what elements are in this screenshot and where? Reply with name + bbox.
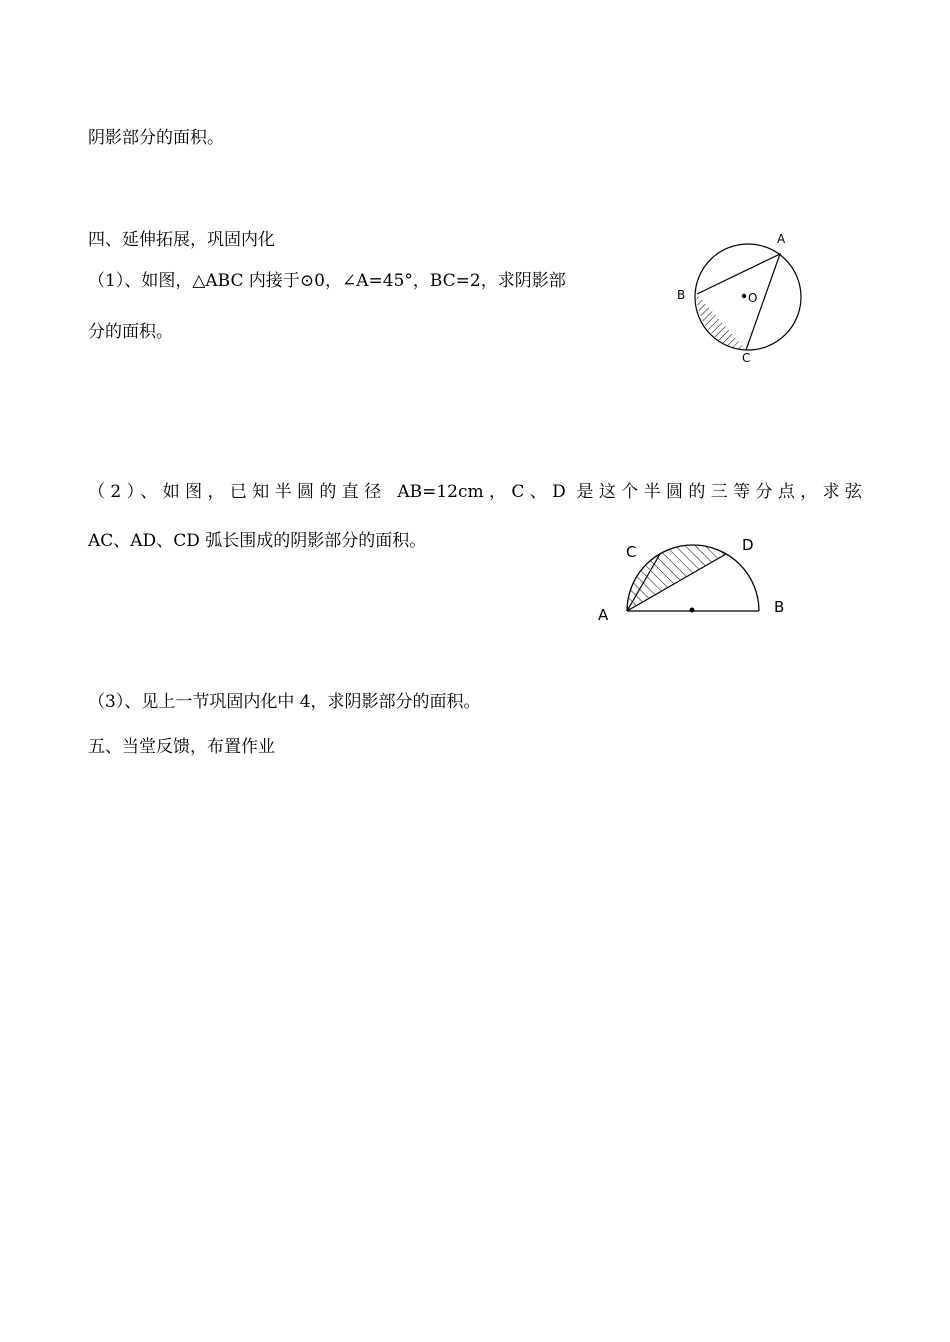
shaded-segment-bc [697,294,746,350]
text-line-shadow-area: 阴影部分的面积。 [88,128,224,148]
question-1-line-2: 分的面积。 [88,322,173,342]
section-heading-5: 五、当堂反馈，布置作业 [88,737,275,757]
label-d: D [742,536,754,554]
question-2-line-2: AC、AD、CD 弧长围成的阴影部分的面积。 [88,531,427,551]
question-1-line-1: （1）、如图，△ABC 内接于⊙0，∠A=45°，BC=2，求阴影部 [88,271,566,291]
label-b: B [774,598,785,616]
label-a: A [598,606,609,624]
center-dot [690,608,695,613]
figure-1-inscribed-triangle [670,226,810,371]
question-2-line-1: （2）、如图，已知半圆的直径 AB=12cm，C、D 是这个半圆的三等分点，求弦 [88,482,862,502]
section-heading-4: 四、延伸拓展，巩固内化 [88,230,275,250]
figure-2-semicircle [590,530,800,630]
label-c: C [742,351,751,365]
question-3: （3）、见上一节巩固内化中 4，求阴影部分的面积。 [88,692,481,712]
label-b: B [677,288,686,302]
shaded-region-acd [627,545,726,611]
center-dot [742,294,746,298]
label-a: A [777,232,786,246]
label-c: C [626,543,637,561]
triangle-abc [697,254,780,350]
label-o: O [748,291,758,305]
